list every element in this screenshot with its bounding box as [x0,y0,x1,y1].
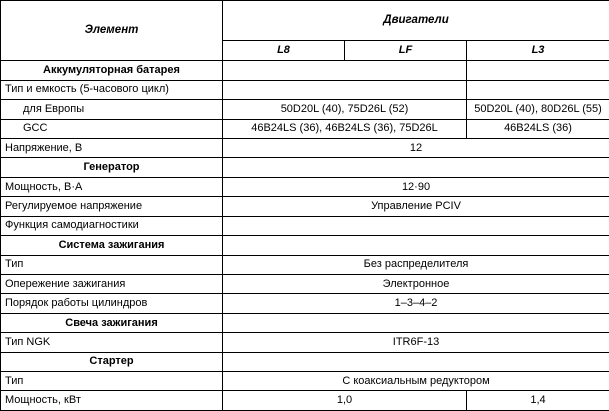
row-label: Опережение зажигания [1,274,223,293]
table-cell: 50D20L (40), 80D26L (55) [467,100,609,119]
row-label: Функция самодиагностики [1,216,223,235]
row-label: Тип и емкость (5-часового цикл) [1,80,223,99]
table-row [1,177,609,196]
header-engine-lf: LF [345,40,467,60]
row-label: Тип [1,372,223,391]
header-engines: Двигатели [223,1,609,41]
section-title-generator: Генератор [1,158,223,177]
row-label: Тип [1,255,223,274]
row-label: Мощность, кВт [1,391,223,411]
table-cell: 12·90 [223,177,609,196]
table-row [1,391,609,411]
row-label: Регулируемое напряжение [1,197,223,216]
table-cell: 46B24LS (36), 46B24LS (36), 75D26L [223,119,467,138]
table-row [1,158,609,177]
table-cell: 1,4 [467,391,609,411]
header-engine-l8: L8 [223,40,345,60]
table-row [1,80,609,99]
row-label: Тип NGK [1,333,223,352]
table-cell: 46B24LS (36) [467,119,609,138]
table-cell: С коаксиальным редуктором [223,372,609,391]
section-title-battery: Аккумуляторная батарея [1,61,223,80]
table-row [1,333,609,352]
table-row [1,197,609,216]
table-cell: Управление PCIV [223,197,609,216]
table-row [1,372,609,391]
section-title-spark-plug: Свеча зажигания [1,313,223,332]
section-title-ignition: Система зажигания [1,236,223,255]
table-cell [223,158,609,177]
table-cell [223,313,609,332]
row-label: для Европы [1,100,223,119]
table-row [1,236,609,255]
table-row [1,313,609,332]
table-row [1,100,609,119]
row-label: GCC [1,119,223,138]
table-cell [223,61,467,80]
row-label: Напряжение, В [1,139,223,158]
table-cell [223,80,467,99]
table-row [1,139,609,158]
table-cell: Электронное [223,274,609,293]
table-cell [223,352,609,371]
table-cell [223,236,609,255]
table-row [1,352,609,371]
table-cell: 50D20L (40), 75D26L (52) [223,100,467,119]
table-row [1,119,609,138]
table-row [1,294,609,313]
row-label: Мощность, В·А [1,177,223,196]
section-title-starter: Стартер [1,352,223,371]
table-header-row [1,1,609,41]
table-row [1,61,609,80]
table-cell: 12 [223,139,609,158]
table-cell [223,216,609,235]
table-cell: 1,0 [223,391,467,411]
table-cell: ITR6F-13 [223,333,609,352]
table-row [1,255,609,274]
table-row [1,274,609,293]
row-label: Порядок работы цилиндров [1,294,223,313]
table-cell [467,61,609,80]
table-cell: 1–3–4–2 [223,294,609,313]
table-cell [467,80,609,99]
table-row [1,216,609,235]
table-cell: Без распределителя [223,255,609,274]
header-element: Элемент [1,1,223,61]
header-engine-l3: L3 [467,40,609,60]
